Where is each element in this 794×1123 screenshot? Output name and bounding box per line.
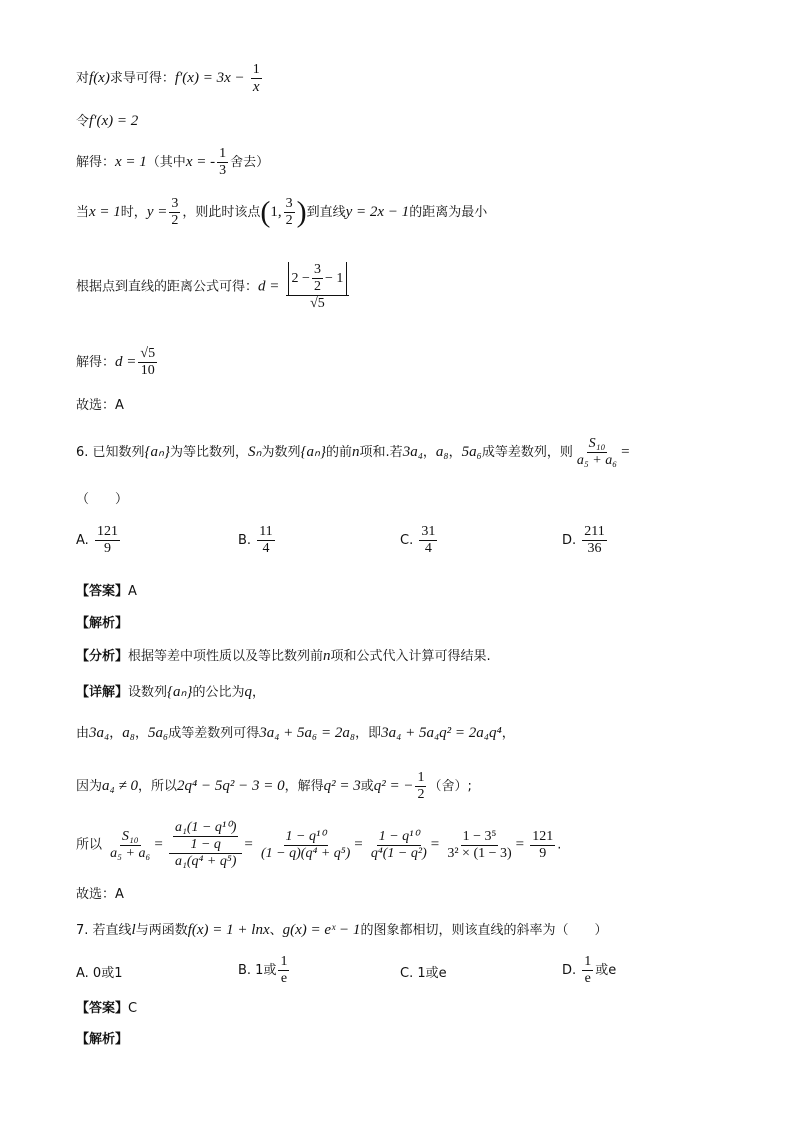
distance-fraction: 2 − $\frac{3}{2}$ − 1 √5 <box>286 262 350 312</box>
option-a[interactable]: A. 0或1 <box>76 966 123 981</box>
detail-line: 【详解】设数列{aₙ}的公比为q， <box>76 684 266 700</box>
analysis-label: 【解析】 <box>76 1032 129 1047</box>
answer-line: 【答案】C <box>76 1001 138 1016</box>
answer-line: 【答案】A <box>76 584 137 599</box>
analysis-line: 【分析】根据等差中项性质以及等比数列前n项和公式代入计算可得结果. <box>76 648 491 664</box>
option-a[interactable]: A. $\frac{121}{9}$ <box>76 524 118 556</box>
solve-q-line: 因为a₄ ≠ 0，所以2q⁴ − 5q² − 3 = 0，解得q² = 3或q² = − $\frac{1}{2}$ （舍）; <box>76 770 472 802</box>
option-d[interactable]: D. $\frac{211}{36}$ <box>562 524 605 556</box>
choice-line: 故选：A <box>76 398 124 413</box>
question-6-stem: 6. 已知数列{aₙ}为等比数列，Sₙ为数列{aₙ}的前n项和.若3a₄，a₈，5a₆成等差数列，则 $\frac{\text{S₁₀}}{\text{a₅ + a₆}}$ = <box>76 436 630 468</box>
fraction: $\frac{\text{S₁₀}}{\text{a₅ + a₆}}$ <box>576 436 618 468</box>
option-b[interactable]: B. $\frac{11}{4}$ <box>238 524 273 556</box>
option-c[interactable]: C. $\frac{31}{4}$ <box>400 524 436 556</box>
set-derivative-line: 令f′(x) = 2 <box>76 113 139 129</box>
question-7-stem: 7. 若直线l与两函数f(x) = 1 + lnx、g(x) = eˣ − 1的图象都相切，则该直线的斜率为（ ） <box>76 922 608 938</box>
option-c[interactable]: C. 1或e <box>400 966 447 981</box>
analysis-label: 【解析】 <box>76 616 129 631</box>
distance-result-line: 解得：d = $\frac{√5}{10}$ <box>76 346 156 378</box>
fraction: $\frac{1}{x}$ <box>252 62 260 95</box>
derivative-line: 对f(x)求导可得：f′(x) = 3x − $\frac{1}{x}$ <box>76 62 260 95</box>
choice-line: 故选：A <box>76 887 124 902</box>
sum-ratio-line: 所以 $\frac{\text{S₁₀}}{\text{a₅ + a₆}}$ = $\frac{\frac{\text{a₁(1 − q¹⁰)}}{1 - q}}{\text{a₁(q⁴ + q⁵)}}$ = $\frac{\text{1 − q¹⁰}}{\text{(1 − q)(q⁴ + q⁵)}}$ = $\frac{\text{1 − q¹⁰}}{\text{q⁴(1 − q²)}}$ = $\frac{\text{1 − 3⁵}}{\text{3² × (1 − 3)}}$ = $\frac{121}{9}$ . <box>76 820 562 869</box>
question-6-paren: （ ） <box>76 492 129 507</box>
distance-formula-line: 根据点到直线的距离公式可得：d = 2 − $\frac{3}{2}$ − 1 √5 <box>76 262 351 312</box>
option-b[interactable]: B. 1或 $\frac{1}{e}$ <box>238 954 288 986</box>
arithmetic-line: 由3a₄，a₈，5a₆成等差数列可得3a₄ + 5a₆ = 2a₈，即3a₄ + 5a₄q² = 2a₄q⁴， <box>76 725 515 741</box>
point-line: 当x = 1时，y = $\frac{3}{2}$ ，则此时该点(1, $\frac{3}{2}$ )到直线y = 2x − 1的距离为最小 <box>76 195 488 229</box>
option-d[interactable]: D. $\frac{1}{e}$ 或e <box>562 954 617 986</box>
fraction: $\frac{√5}{10}$ <box>140 346 156 378</box>
solve-x-line: 解得：x = 1（其中x = - $\frac{1}{3}$ 舍去） <box>76 146 270 178</box>
fraction: $\frac{3}{2}$ <box>285 196 293 228</box>
fraction: $\frac{3}{2}$ <box>171 196 179 228</box>
fraction: $\frac{1}{3}$ <box>219 146 227 178</box>
